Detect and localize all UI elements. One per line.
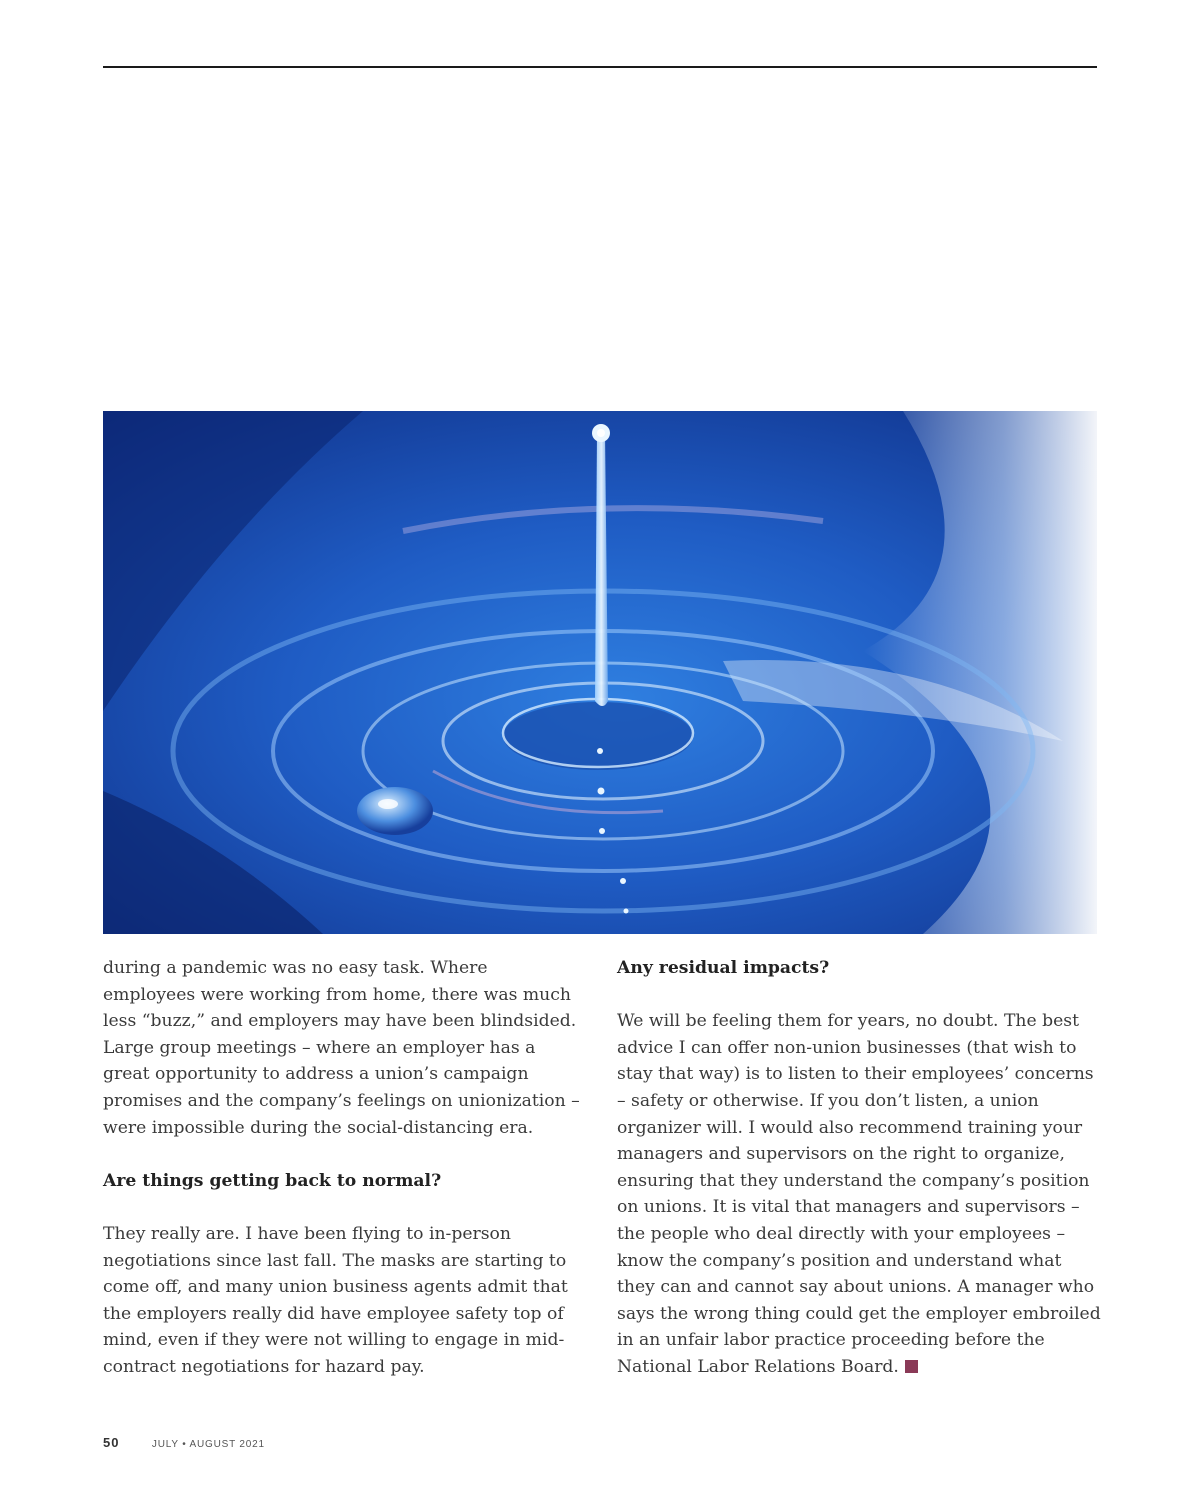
body-paragraph: They really are. I have been flying to in-person negotiations since last fall. The masks are starting to come off, and many union business agents admit that the employers really did have employee safety top of mind, even if they were not willing to engage in mid-contract negotiations for hazard pay.: [103, 1223, 568, 1377]
body-paragraph-final: [617, 1008, 1103, 1380]
section-heading: Are things getting back to normal?: [103, 1170, 442, 1191]
page-number: 50: [103, 1435, 120, 1450]
body-paragraph-text: We will be feeling them for years, no doubt. The best advice I can offer non-union businesses (that wish to stay that way) is to listen to their employees’ concerns – safety or otherwise. If you don’t listen, a union organizer will. I would also recommend training your managers and supervisors on the right to organize, ensuring that they understand the company’s position on unions. It is vital that managers and supervisors – the people who deal directly with your employees – know the company’s position and understand what they can and cannot say about unions. A manager who says the wrong thing could get the employer embroiled in an unfair labor practice proceeding before the National Labor Relations Board.: [617, 1011, 1101, 1377]
body-paragraph: during a pandemic was no easy task. Where employees were working from home, there was much less “buzz,” and employers may have been blindsided. Large group meetings – where an employer has a great opportunity to address a union’s campaign promises and the company’s feelings on unionization – were impossible during the social-distancing era.: [103, 958, 580, 1138]
article-column-left: [103, 955, 585, 1381]
page-footer: [103, 1434, 265, 1452]
issue-date: JULY • AUGUST 2021: [151, 1439, 265, 1450]
article-column-right: [617, 955, 1103, 1381]
end-of-article-square-icon: [905, 1360, 918, 1373]
section-heading: Any residual impacts?: [617, 958, 830, 978]
top-rule: [103, 66, 1097, 68]
water-droplet-photo: [103, 411, 1097, 934]
